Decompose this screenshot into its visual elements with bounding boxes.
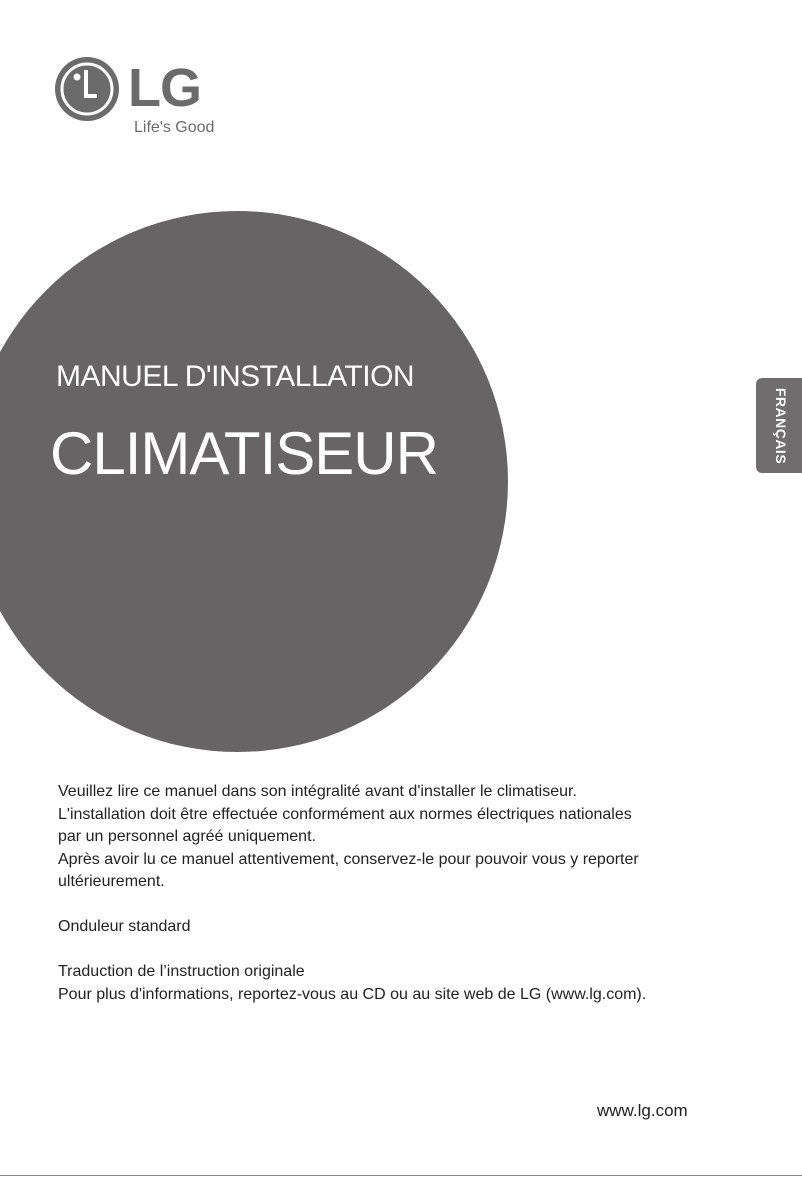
- translation-note: Traduction de l’instruction originale: [58, 963, 305, 980]
- language-tab: [756, 378, 802, 473]
- logo-tagline: Life's Good: [134, 119, 215, 136]
- footer-divider: [0, 1175, 802, 1176]
- lg-logo: [54, 56, 224, 140]
- logo-wordmark: LG: [128, 58, 201, 118]
- language-tab-label: FRANÇAIS: [773, 387, 789, 464]
- model-note: Onduleur standard: [58, 918, 191, 935]
- lg-face-icon: [54, 56, 120, 122]
- intro-line: L'installation doit être effectuée conformément aux normes électriques nationales: [58, 805, 632, 823]
- intro-line: Après avoir lu ce manuel attentivement, conservez-le pour pouvoir vous y reporter: [58, 850, 639, 868]
- intro-line: Veuillez lire ce manuel dans son intégralité avant d'installer le climatiseur.: [58, 783, 577, 800]
- website-link[interactable]: www.lg.com: [597, 1101, 688, 1120]
- more-info-note: Pour plus d'informations, reportez-vous au CD ou au site web de LG (www.lg.com).: [58, 985, 647, 1003]
- intro-line: par un personnel agréé uniquement.: [58, 828, 316, 845]
- document-title: CLIMATISEUR: [50, 420, 438, 487]
- intro-line: ultérieurement.: [58, 873, 165, 890]
- document-subtitle: MANUEL D'INSTALLATION: [56, 360, 415, 393]
- intro-text: [58, 781, 698, 1006]
